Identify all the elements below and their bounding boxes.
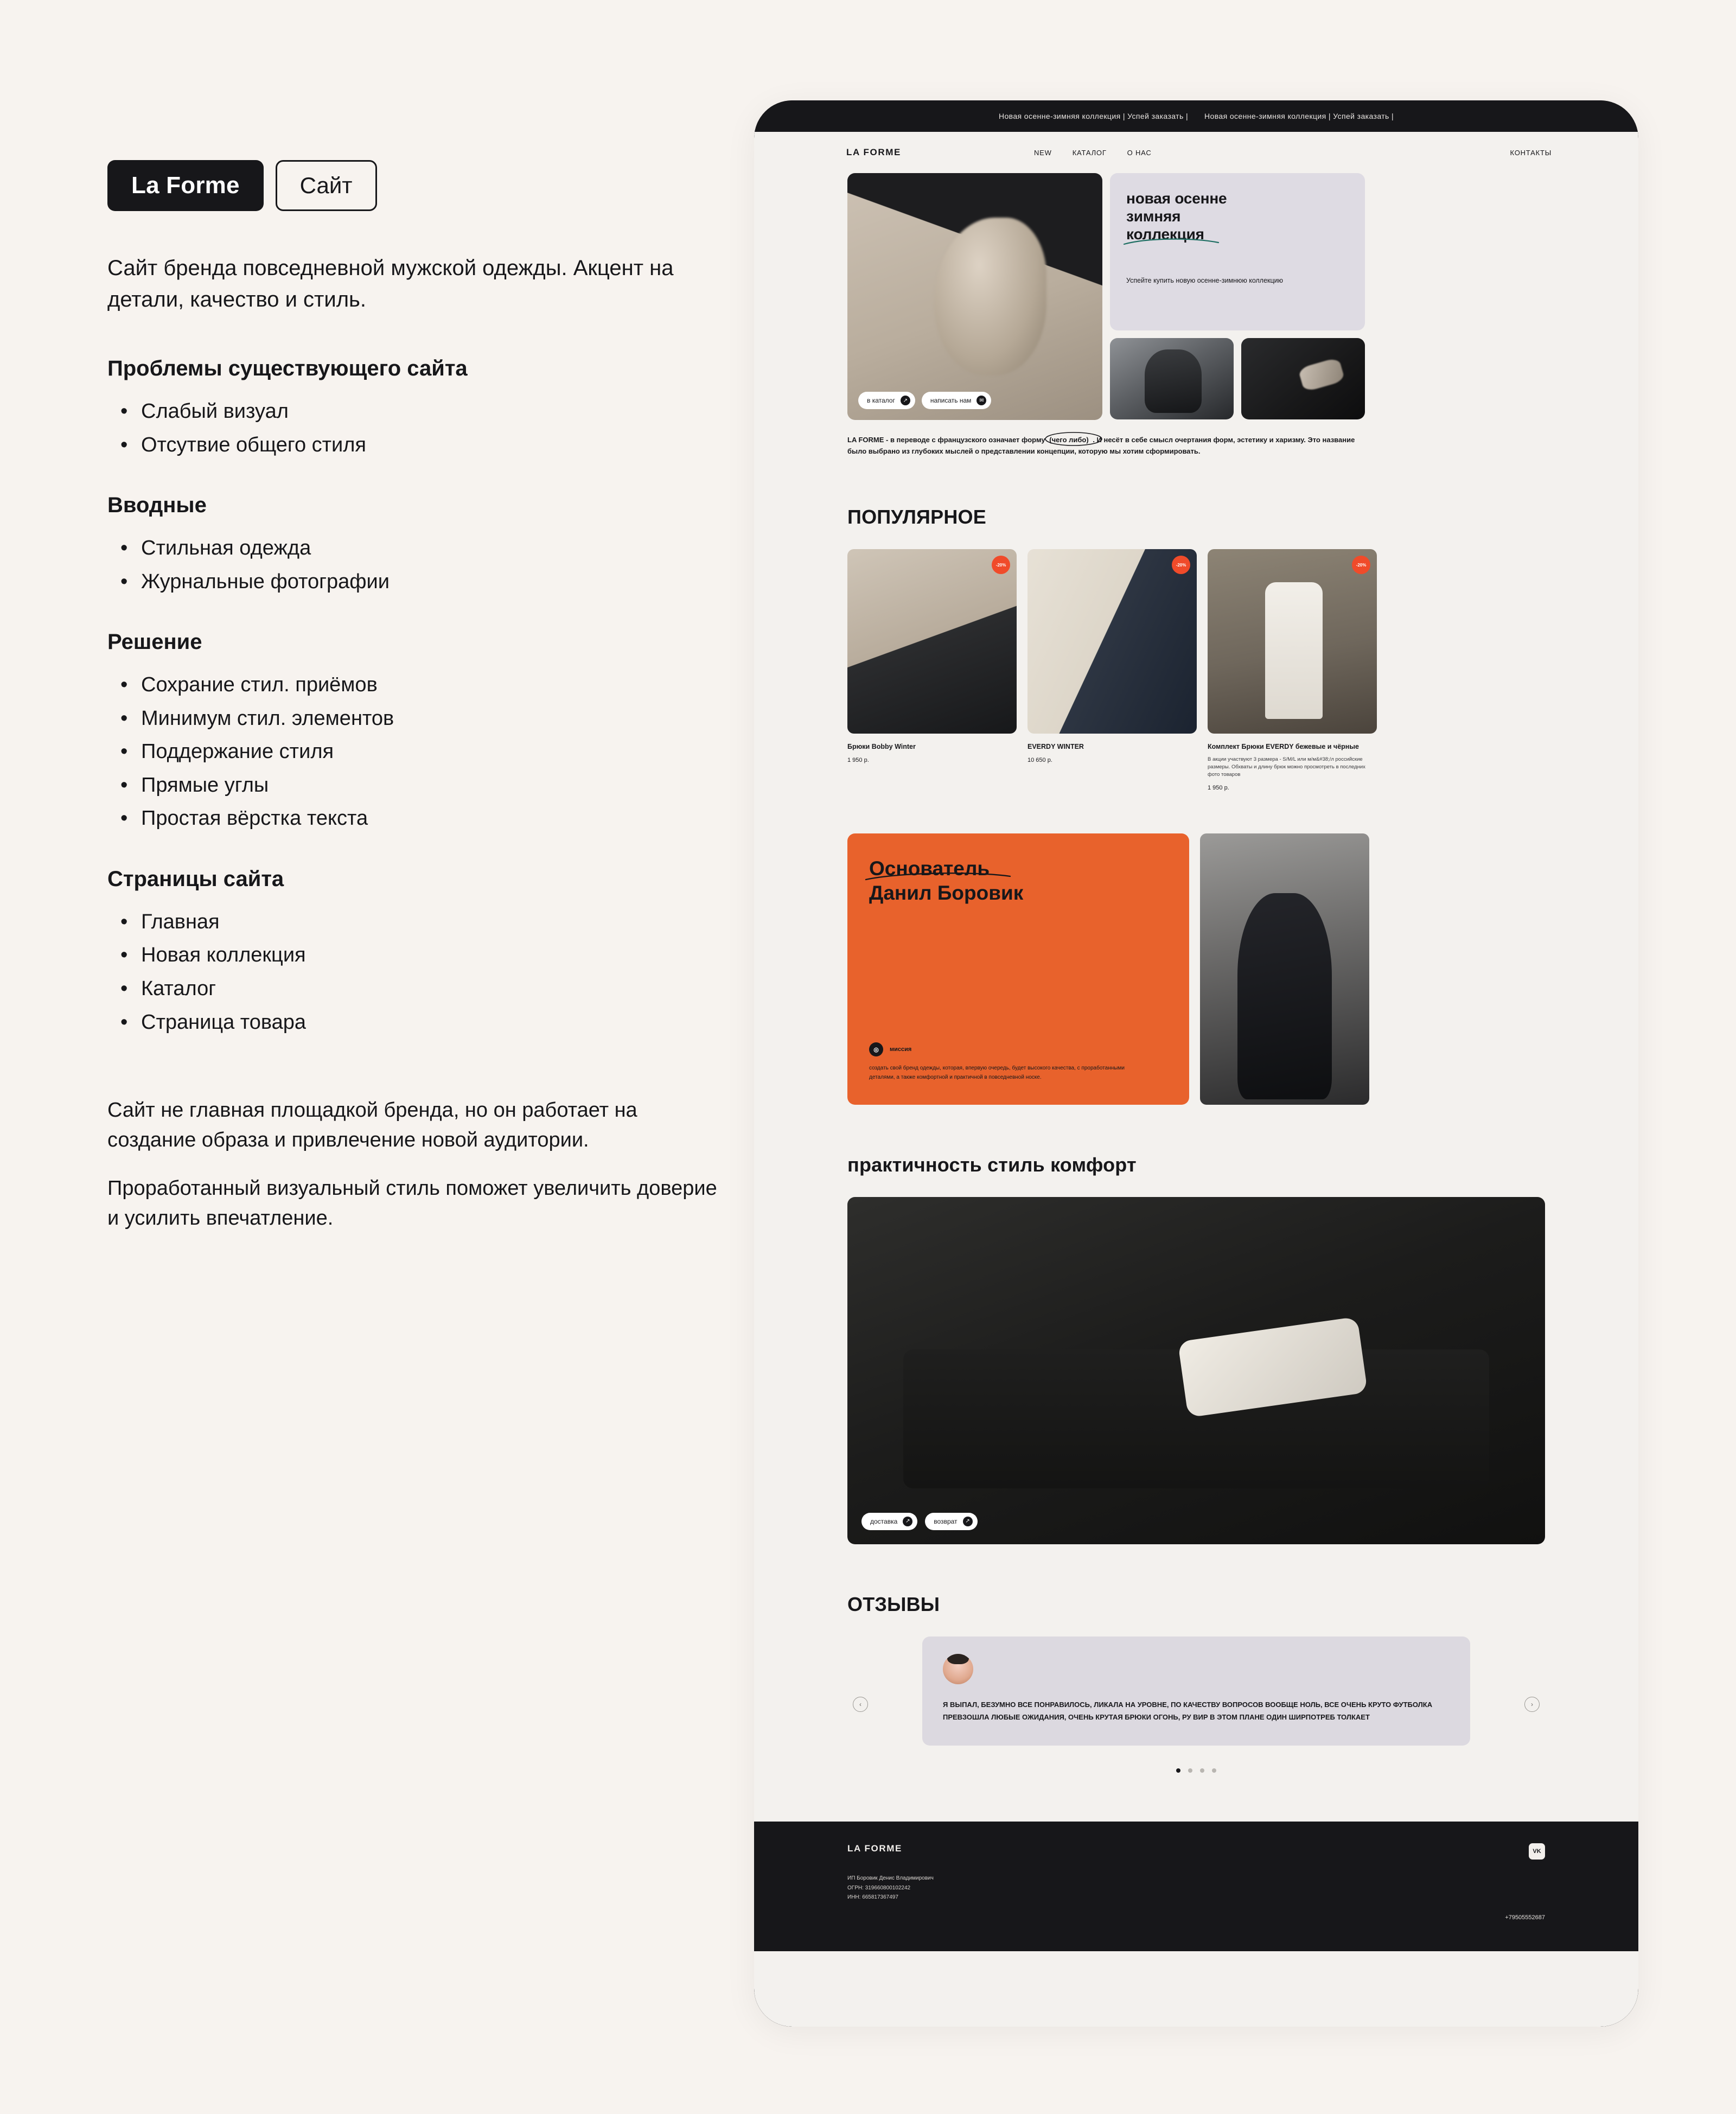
section-solution xyxy=(107,630,726,836)
hero-title-line2: зимняя xyxy=(1126,208,1181,225)
nav-link-about[interactable]: О НАС xyxy=(1127,148,1152,157)
product-image xyxy=(847,549,1017,734)
discount-badge: -20% xyxy=(992,556,1010,574)
hero-image xyxy=(847,173,1102,420)
list-item: • Главная xyxy=(107,906,726,939)
list-item: • Новая коллекция xyxy=(107,939,726,972)
mission-block xyxy=(869,1042,1157,1081)
avatar xyxy=(943,1654,973,1684)
hero-catalog-button[interactable] xyxy=(858,392,915,409)
list-item: • Страница товара xyxy=(107,1006,726,1040)
site-footer xyxy=(754,1822,1638,1951)
hero-title-line1: новая осенне xyxy=(1126,190,1227,207)
return-button[interactable] xyxy=(925,1513,977,1530)
founder-section xyxy=(847,833,1545,1105)
carousel-dots xyxy=(847,1768,1545,1773)
nav-link-new[interactable]: NEW xyxy=(1033,148,1052,157)
arrow-right-icon: ↗ xyxy=(901,396,910,405)
nav-links xyxy=(1034,149,1152,157)
about-part2: . И несёт в себе смысл очертания форм, эстетику и харизму. Это название было выбрано из глубоких мыслей о представлении концепции, которую мы хотим сформировать. xyxy=(847,436,1355,456)
arrow-right-icon: ↗ xyxy=(963,1517,973,1526)
closing-text xyxy=(107,1096,726,1233)
list-item: • Каталог xyxy=(107,972,726,1006)
product-card[interactable] xyxy=(1027,549,1197,791)
closing-paragraph: Проработанный визуальный стиль поможет увеличить доверие и усилить впечатление. xyxy=(107,1177,717,1230)
website-viewport xyxy=(754,132,1638,2027)
marquee-text-repeat: Новая осенне-зимняя коллекция | Успей заказать | xyxy=(1204,112,1394,120)
hero-write-button[interactable] xyxy=(922,392,992,409)
section-title: Страницы сайта xyxy=(107,867,284,891)
about-brand-text xyxy=(847,434,1365,457)
list-item: • Прямые углы xyxy=(107,769,726,803)
chat-icon: ✉ xyxy=(976,396,986,405)
product-name: Брюки Bobby Winter xyxy=(847,743,916,751)
mission-text: создать свой бренд одежды, которая, впервую очередь, будет высокого качества, с проработанными деталями, а также комфортной и практичной в повседневной носке. xyxy=(869,1065,1125,1080)
target-icon: ◎ xyxy=(869,1042,883,1056)
hero-right-column xyxy=(1110,173,1365,420)
arrow-right-icon: ↗ xyxy=(903,1517,912,1526)
product-price: 1 950 р. xyxy=(1208,784,1229,791)
list-item: • Слабый визуал xyxy=(107,395,726,429)
site-navbar xyxy=(754,132,1638,173)
hero-card-title xyxy=(1126,189,1349,243)
founder-title-line1-wrap xyxy=(869,856,990,881)
benefits-actions xyxy=(861,1513,978,1530)
hero-card-subtitle: Успейте купить новую осенне-зимнюю коллекцию xyxy=(1126,277,1284,285)
list-item: • Простая вёрстка текста xyxy=(107,802,726,836)
review-card xyxy=(922,1637,1470,1746)
hero-actions xyxy=(858,392,991,409)
popular-title: ПОПУЛЯРНОЕ xyxy=(847,506,986,528)
founder-photo xyxy=(1200,833,1369,1105)
benefits-title: практичность стиль комфорт xyxy=(847,1153,1137,1176)
founder-title-line1: Основатель xyxy=(869,857,990,880)
carousel-dot[interactable] xyxy=(1200,1768,1204,1773)
badge-row xyxy=(107,160,726,211)
legal-line-ogrn: ОГРН: 319660800102242 xyxy=(847,1884,911,1891)
about-circled-wrap xyxy=(1047,434,1090,445)
section-list xyxy=(107,532,726,598)
product-card[interactable] xyxy=(1208,549,1377,791)
footer-legal xyxy=(847,1874,1545,1902)
section-inputs xyxy=(107,493,726,598)
carousel-dot-active[interactable] xyxy=(1176,1768,1180,1773)
review-text: Я ВЫПАЛ, БЕЗУМНО ВСЕ ПОНРАВИЛОСЬ, ЛИКАЛА НА УРОВНЕ, ПО КАЧЕСТВУ ВОПРОСОВ ВООБЩЕ НОЛЬ, ВСЕ ОЧЕНЬ КРУТО ФУТБОЛКА ПРЕВЗОШЛА ЛЮБЫЕ ОЖИДАНИЯ, ОЧЕНЬ КРУТАЯ БРЮКИ ОГОНЬ, РУ ВИР В ЭТОМ ПЛАНЕ ОДИН ШИРПОТРЕБ ТОЛКАЕТ xyxy=(943,1700,1433,1722)
footer-phone[interactable]: +79505552687 xyxy=(1505,1914,1545,1921)
section-problems xyxy=(107,356,726,462)
product-description: В акции участвуют 3 размера - S/M/L или м/м&#38;/л российские размеры. Обхваты и длину брюк можно просмотреть в последних фото товаров xyxy=(1208,756,1365,778)
mission-label: миссия xyxy=(890,1046,912,1053)
discount-badge: -20% xyxy=(1352,556,1370,574)
product-image xyxy=(1027,549,1197,734)
kind-badge: Сайт xyxy=(276,160,377,211)
list-item: • Сохрание стил. приёмов xyxy=(107,668,726,702)
founder-card xyxy=(847,833,1189,1105)
device-mockup xyxy=(754,100,1638,2027)
popular-products xyxy=(847,549,1545,791)
section-pages xyxy=(107,867,726,1039)
carousel-dot[interactable] xyxy=(1188,1768,1192,1773)
return-label: возврат xyxy=(934,1517,958,1525)
delivery-label: доставка xyxy=(870,1517,898,1525)
founder-title xyxy=(869,856,1167,905)
hero-catalog-label: в каталог xyxy=(867,397,895,404)
list-item: • Минимум стил. элементов xyxy=(107,702,726,736)
carousel-prev-button[interactable]: ‹ xyxy=(853,1697,868,1712)
vk-icon[interactable]: VK xyxy=(1529,1843,1545,1860)
hero-section xyxy=(847,173,1545,420)
footer-logo[interactable]: LA FORME xyxy=(847,1843,902,1854)
underline-scribble-icon xyxy=(864,870,1013,884)
marquee-text: Новая осенне-зимняя коллекция | Успей заказать | xyxy=(998,112,1188,120)
hero-title-line3: коллекция xyxy=(1126,226,1204,243)
section-title: Проблемы существующего сайта xyxy=(107,356,468,380)
brand-badge: La Forme xyxy=(107,160,264,211)
hero-title-line3-wrap xyxy=(1126,225,1204,243)
about-circled-text: (чего либо) xyxy=(1049,436,1089,444)
section-list xyxy=(107,906,726,1039)
product-card[interactable] xyxy=(847,549,1017,791)
carousel-next-button[interactable]: › xyxy=(1524,1697,1540,1712)
product-name: EVERDY WINTER xyxy=(1027,743,1084,751)
list-item: • Журнальные фотографии xyxy=(107,565,726,599)
hero-collection-card[interactable] xyxy=(1110,173,1365,330)
product-image xyxy=(1208,549,1377,734)
reviews-carousel xyxy=(847,1637,1545,1773)
delivery-button[interactable] xyxy=(861,1513,917,1530)
section-title: Вводные xyxy=(107,493,207,518)
about-part1: LA FORME - в переводе с французского означает форму xyxy=(847,436,1045,444)
legal-line-company: ИП Боровик Денис Владимирович xyxy=(847,1875,934,1882)
mission-header xyxy=(869,1042,1157,1056)
list-item: • Поддержание стиля xyxy=(107,735,726,769)
nav-link-catalog[interactable]: КАТАЛОГ xyxy=(1072,148,1107,157)
section-title: Решение xyxy=(107,630,202,654)
closing-paragraph: Сайт не главная площадкой бренда, но он работает на создание образа и привлечение новой аудитории. xyxy=(107,1099,637,1152)
discount-badge: -20% xyxy=(1172,556,1190,574)
carousel-dot[interactable] xyxy=(1212,1768,1216,1773)
hero-write-label: написать нам xyxy=(930,397,972,404)
legal-line-inn: ИНН: 665817367497 xyxy=(847,1894,898,1901)
product-price: 10 650 р. xyxy=(1027,756,1052,763)
site-logo[interactable]: LA FORME xyxy=(846,147,901,157)
circle-annotation-icon xyxy=(1044,431,1103,447)
product-name: Комплект Брюки EVERDY бежевые и чёрные xyxy=(1208,743,1359,751)
reviews-title: ОТЗЫВЫ xyxy=(847,1593,940,1615)
founder-title-line2: Данил Боровик xyxy=(869,881,1024,904)
intro-paragraph: Сайт бренда повседневной мужской одежды. Акцент на детали, качество и стиль. xyxy=(107,256,674,311)
product-price: 1 950 р. xyxy=(847,756,869,763)
hero-thumb-jacket[interactable] xyxy=(1110,338,1234,419)
list-item: • Отсутвие общего стиля xyxy=(107,429,726,462)
hero-thumbnails xyxy=(1110,338,1365,419)
benefits-banner xyxy=(847,1197,1545,1544)
nav-link-contacts[interactable]: КОНТАКТЫ xyxy=(1510,148,1552,157)
device-screen xyxy=(754,100,1638,2027)
promo-marquee xyxy=(754,100,1638,132)
section-list xyxy=(107,395,726,462)
footer-top-row xyxy=(847,1843,1545,1860)
underline-scribble-icon xyxy=(1123,237,1221,249)
hero-thumb-detail[interactable] xyxy=(1241,338,1365,419)
site-content xyxy=(754,173,1638,1773)
list-item: • Стильная одежда xyxy=(107,532,726,565)
case-study-text xyxy=(107,160,726,1252)
section-list xyxy=(107,668,726,836)
